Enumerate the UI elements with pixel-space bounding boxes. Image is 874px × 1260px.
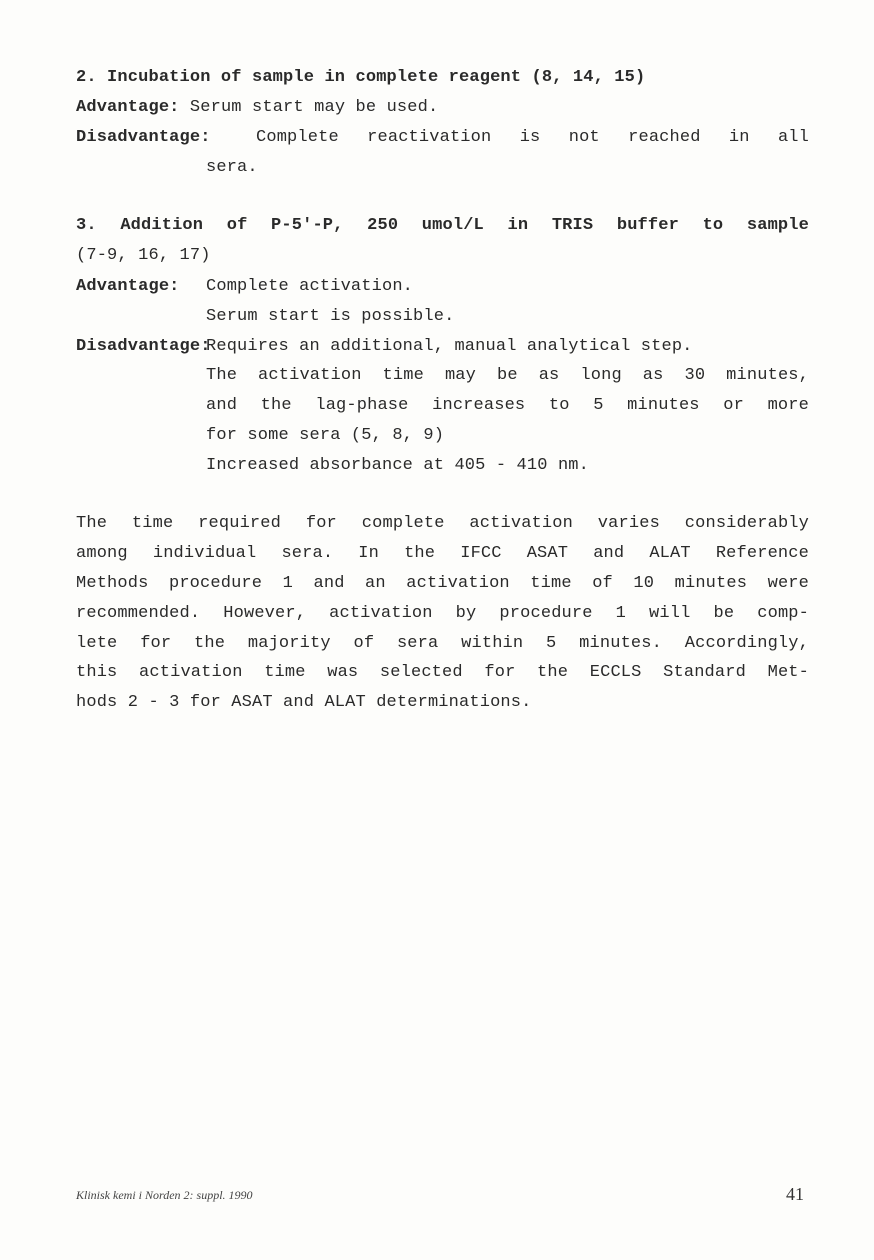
item3-advantage-label: Advantage:: [76, 277, 180, 296]
paragraph-line-4: recommended. However, activation by procedure 1 will be comp-: [76, 604, 809, 623]
item3-heading-1: 3. Addition of P-5′-P, 250 umol/L in TRIS buffer to sample: [76, 216, 809, 235]
paragraph-line-5: lete for the majority of sera within 5 minutes. Accordingly,: [76, 634, 809, 653]
paragraph-line-2: among individual sera. In the IFCC ASAT and ALAT Reference: [76, 544, 809, 563]
item3-advantage-text-1: Complete activation.: [206, 277, 414, 296]
item3-disadvantage-text-1: Requires an additional, manual analytical step.: [206, 337, 693, 356]
item3-disadvantage-line: [76, 337, 211, 357]
item2-disadvantage-text-2: sera.: [206, 158, 258, 177]
item3-heading-2: (7-9, 16, 17): [76, 246, 211, 265]
item3-advantage-line: [76, 277, 180, 297]
item2-heading: 2. Incubation of sample in complete reagent (8, 14, 15): [76, 68, 646, 87]
paragraph-line-7: hods 2 - 3 for ASAT and ALAT determinations.: [76, 693, 532, 712]
footer-journal: Klinisk kemi i Norden 2: suppl. 1990: [76, 1188, 253, 1202]
paragraph-line-3: Methods procedure 1 and an activation time of 10 minutes were: [76, 574, 809, 593]
item3-disadvantage-label: Disadvantage:: [76, 337, 211, 356]
item2-disadvantage-text-1: Complete reactivation is not reached in all: [256, 128, 809, 147]
item2-advantage-line: [76, 98, 438, 118]
item3-disadvantage-text-5: Increased absorbance at 405 - 410 nm.: [206, 456, 590, 475]
item3-disadvantage-text-2: The activation time may be as long as 30 minutes,: [206, 366, 809, 385]
item3-advantage-text-2: Serum start is possible.: [206, 307, 455, 326]
item3-disadvantage-text-3: and the lag-phase increases to 5 minutes or more: [206, 396, 809, 415]
item2-advantage-text: Serum start may be used.: [189, 98, 439, 117]
item2-disadvantage-label: Disadvantage:: [76, 128, 211, 147]
item3-disadvantage-text-4: for some sera (5, 8, 9): [206, 426, 445, 445]
footer-page-number: 41: [786, 1184, 804, 1204]
paragraph-line-1: The time required for complete activation varies considerably: [76, 514, 809, 533]
item2-advantage-label: Advantage:: [76, 98, 180, 117]
paragraph-line-6: this activation time was selected for the ECCLS Standard Met-: [76, 663, 809, 682]
item2-disadvantage-line: [76, 128, 211, 148]
